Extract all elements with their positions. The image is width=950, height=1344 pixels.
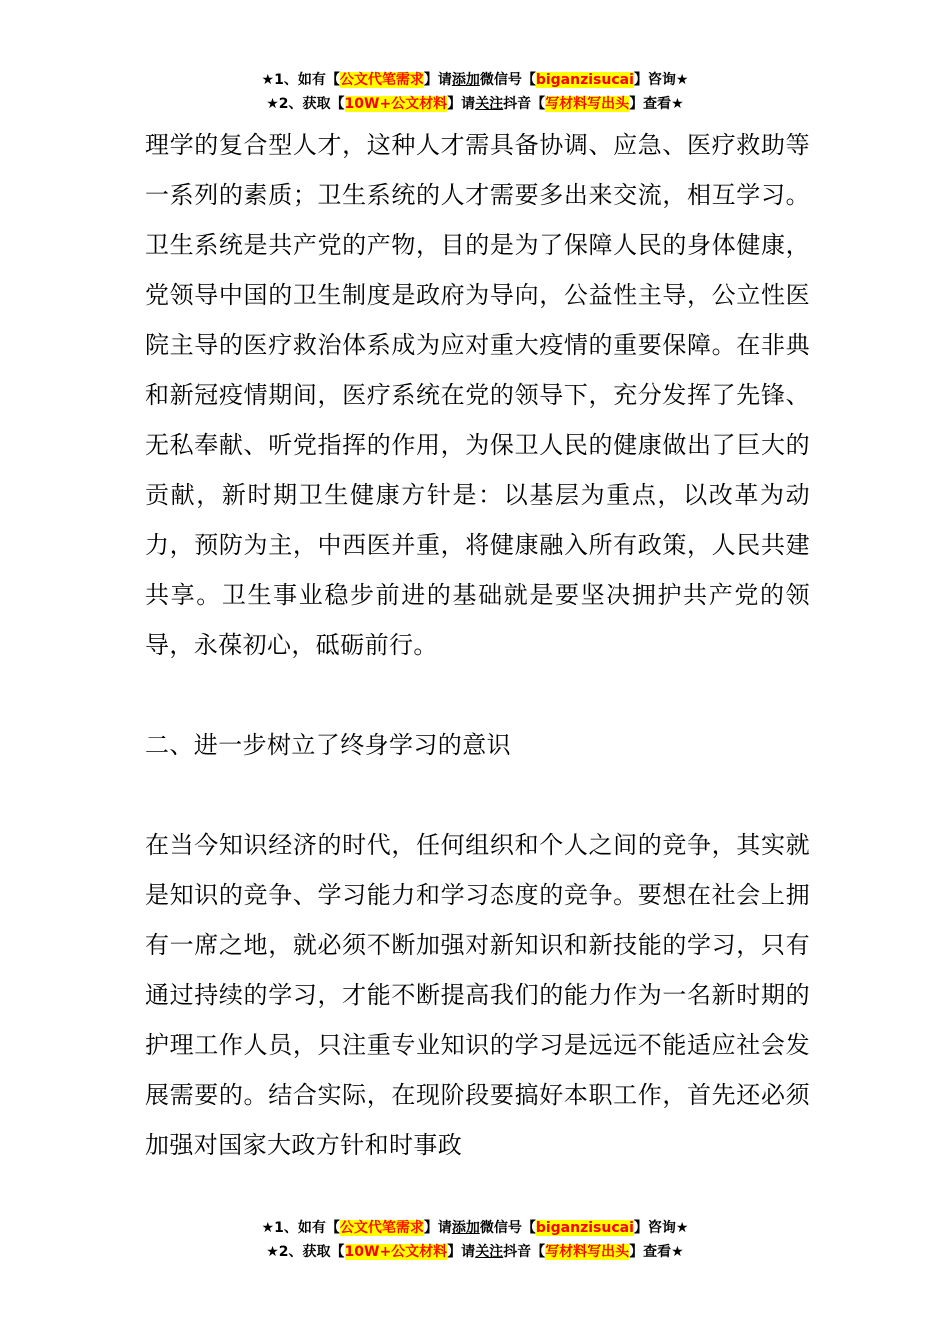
header-banner	[0, 68, 950, 116]
add-emphasis: 添加	[451, 72, 480, 88]
section-heading: 二、进一步树立了终身学习的意识	[145, 731, 511, 759]
highlight-materials: 10W+公文材料	[344, 96, 448, 112]
follow-emphasis: 关注	[475, 96, 504, 112]
highlight-service-request: 公文代笔需求	[339, 72, 424, 88]
douyin-account: 写材料写出头	[545, 96, 630, 112]
douyin-account: 写材料写出头	[545, 1244, 630, 1260]
paragraph-1: 理学的复合型人才，这种人才需具备协调、应急、医疗救助等一系列的素质；卫生系统的人才需要多出来交流，相互学习。卫生系统是共产党的产物，目的是为了保障人民的身体健康，党领导中国的卫生制度是政府为导向，公益性主导，公立性医院主导的医疗救治体系成为应对重大疫情的重要保障。在非典和新冠疫情期间，医疗系统在党的领导下，充分发挥了先锋、无私奉献、听党指挥的作用，为保卫人民的健康做出了巨大的贡献，新时期卫生健康方针是：以基层为重点，以改革为动力，预防为主，中西医并重，将健康融入所有政策，人民共建共享。卫生事业稳步前进的基础就是要坚决拥护共产党的领导，永葆初心，砥砺前行。	[145, 131, 810, 659]
paragraph-2: 在当今知识经济的时代，任何组织和个人之间的竞争，其实就是知识的竞争、学习能力和学习态度的竞争。要想在社会上拥有一席之地，就必须不断加强对新知识和新技能的学习，只有通过持续的学习，才能不断提高我们的能力作为一名新时期的护理工作人员，只注重专业知识的学习是远远不能适应社会发展需要的。结合实际，在现阶段要搞好本职工作，首先还必须加强对国家大政方针和时事政	[145, 831, 810, 1159]
footer-banner-line-2: ★2、获取【10W+公文材料】请关注抖音【写材料写出头】查看★	[266, 1244, 684, 1260]
footer-banner-line-1: ★1、如有【公文代笔需求】请添加微信号【biganzisucai】咨询★	[261, 1220, 689, 1236]
document-body	[145, 120, 810, 1170]
header-banner-line-2: ★2、获取【10W+公文材料】请关注抖音【写材料写出头】查看★	[266, 96, 684, 112]
footer-banner	[0, 1216, 950, 1264]
highlight-service-request: 公文代笔需求	[339, 1220, 424, 1236]
paragraph-spacer	[145, 670, 810, 720]
wechat-id: biganzisucai	[535, 1220, 634, 1236]
highlight-materials: 10W+公文材料	[344, 1244, 448, 1260]
header-banner-line-1: ★1、如有【公文代笔需求】请添加微信号【biganzisucai】咨询★	[261, 72, 689, 88]
add-emphasis: 添加	[451, 1220, 480, 1236]
wechat-id: biganzisucai	[535, 72, 634, 88]
follow-emphasis: 关注	[475, 1244, 504, 1260]
paragraph-spacer	[145, 770, 810, 820]
